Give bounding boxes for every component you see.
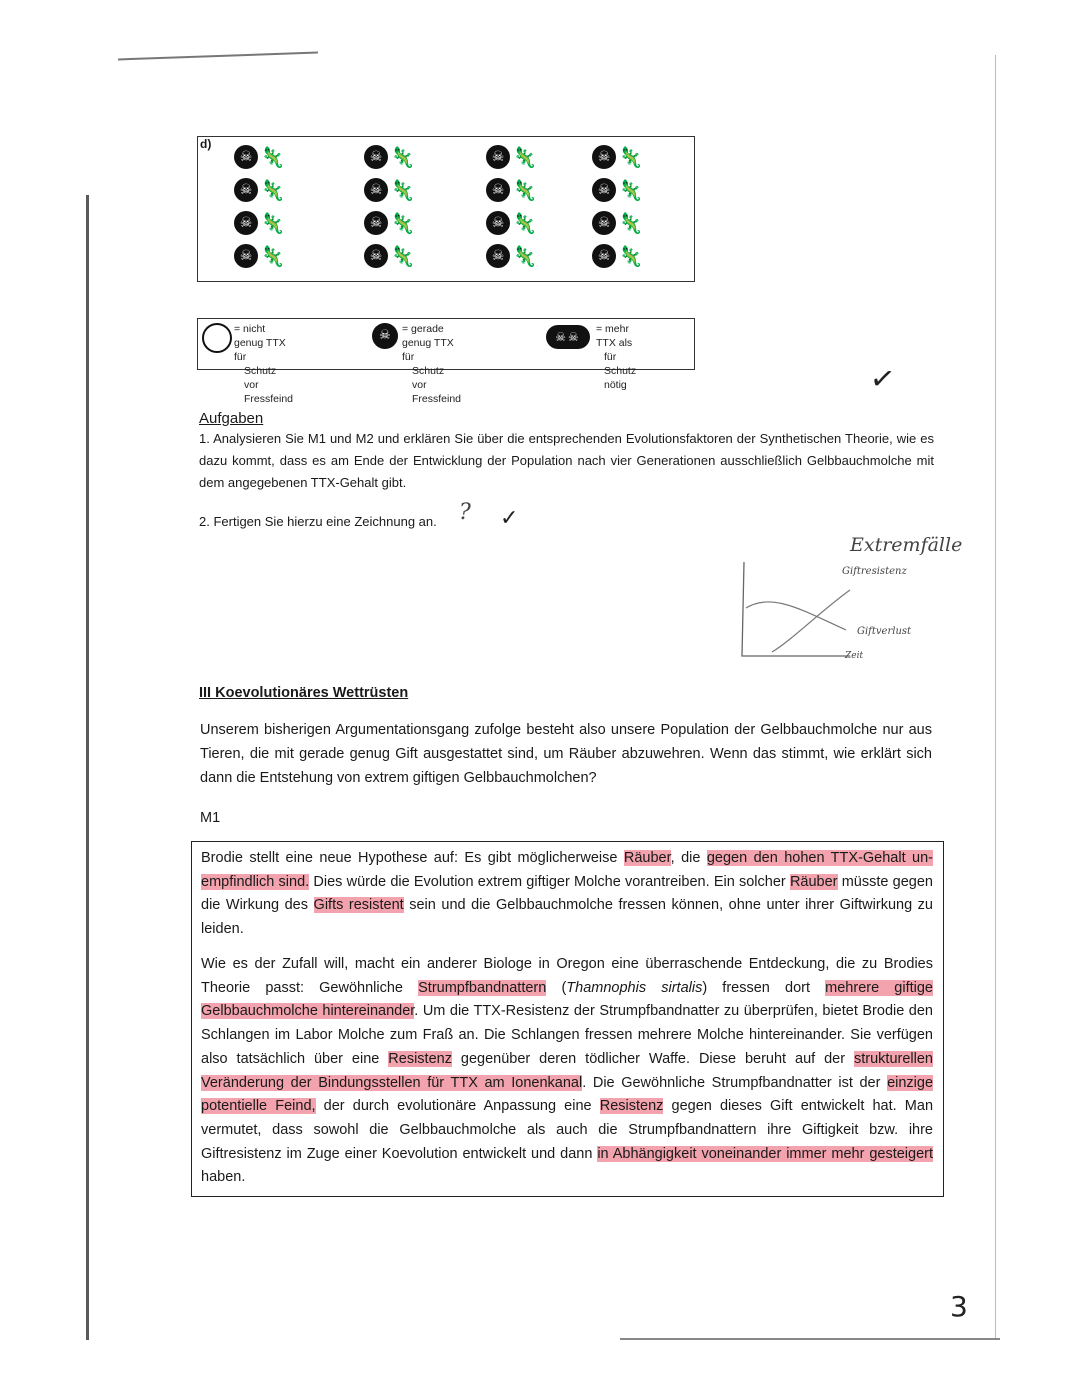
skull-icon: ☠ — [364, 244, 388, 268]
section-intro: Unserem bisherigen Argumentationsgang zufolge besteht also unsere Population der Gelbbauchmolche nur aus Tieren, die mit gerade genug Gift ausgestattet sind, um Räuber abzuwehren. Wenn das stimmt, wie erklärt sich dann die Entstehung von extrem giftigen Gelbbauchmolchen? — [200, 722, 932, 786]
newt-with-skull — [364, 240, 474, 272]
text-run: gegenüber deren tödlicher Waffe. Diese beruht auf der — [451, 1050, 855, 1067]
newt-icon: 🦎 — [512, 178, 537, 202]
highlighted-phrase: Räuber — [623, 850, 671, 866]
figure-d-box — [197, 136, 695, 282]
section-heading: III Koevolutionäres Wettrüsten — [199, 685, 409, 701]
sketch-title: Extremfälle — [850, 534, 963, 556]
newt-with-skull — [486, 174, 596, 206]
empty-circle-icon — [202, 323, 232, 353]
sketch-line-label: Giftverlust — [857, 626, 912, 637]
highlighted-phrase: einzige potentielle Feind, — [201, 1074, 934, 1115]
text-run: haben. — [201, 1169, 246, 1186]
skull-icon: ☠ — [364, 145, 388, 169]
newt-icon: 🦎 — [390, 178, 415, 202]
newt-icon: 🦎 — [618, 211, 643, 235]
skull-icon: ☠ — [234, 211, 258, 235]
task-1: 1. Analysieren Sie M1 und M2 und erklären Sie über die entsprechenden Evolutionsfaktoren der Synthetischen Theorie, wie es dazu kommt, dass es am Ende der Entwicklung der Population nach vier Generationen ausschließlich Gelbbauchmolche mit dem angegebenen TTX-Gehalt gibt. — [199, 431, 934, 490]
legend-3-line1: = mehr TTX als — [596, 323, 633, 349]
paper-edge-top — [118, 52, 318, 61]
newt-icon: 🦎 — [618, 145, 643, 169]
legend-1-line2: Schutz vor Fressfeind — [244, 365, 294, 405]
sketch-graph — [732, 560, 852, 664]
m1-textbox — [191, 841, 944, 1197]
highlighted-phrase: Strumpfbandnattern — [418, 979, 547, 996]
question-mark-annotation: ? — [459, 500, 471, 525]
text-run: . Um die TTX-Resistenz der Strumpfbandnatter zu überprüfen, bietet Brodie den Schlangen im Labor Molche zum Fraß an. Die Schlangen fressen mehrere Molche hintereinander. Sie verfügen also tatsächlich über eine — [201, 1003, 933, 1067]
legend-box — [197, 318, 695, 405]
newt-with-skull — [234, 174, 344, 206]
newt-icon: 🦎 — [618, 178, 643, 202]
skull-icon: ☠ — [592, 145, 616, 169]
skull-icon: ☠ — [486, 145, 510, 169]
newt-icon: 🦎 — [512, 145, 537, 169]
skull-circle-icon: ☠ — [372, 323, 398, 349]
check-mark-2-icon: ✓ — [500, 506, 519, 531]
text-run: ( — [546, 979, 567, 996]
sketch-ylabel: Giftresistenz — [842, 566, 907, 577]
text-run: Thamnophis sirtalis — [566, 979, 703, 996]
newt-icon: 🦎 — [260, 244, 285, 268]
text-run: der durch evolutionäre Anpassung eine — [315, 1098, 600, 1115]
skull-icon: ☠ — [486, 178, 510, 202]
legend-2-line1: = gerade genug TTX für — [402, 323, 454, 363]
highlighted-phrase: Resistenz — [388, 1050, 452, 1067]
newt-icon: 🦎 — [390, 211, 415, 235]
highlighted-phrase: gegen den hohen TTX-Gehalt un-empfindlich sind. — [201, 850, 933, 890]
newt-icon: 🦎 — [390, 145, 415, 169]
legend-3-line2: für Schutz nötig — [604, 351, 637, 391]
m1-paragraph-1 — [201, 847, 933, 942]
newt-icon: 🦎 — [260, 145, 285, 169]
page-number: 3 — [950, 1290, 968, 1323]
legend-2-line2: Schutz vor Fressfeind — [412, 365, 462, 405]
newt-with-skull — [592, 207, 702, 239]
text-run: , die — [670, 850, 707, 866]
paper-edge-left — [86, 195, 89, 1340]
newt-with-skull — [234, 240, 344, 272]
double-skull-icon: ☠☠ — [546, 325, 590, 349]
sketch-xlabel: Zeit — [845, 651, 864, 661]
highlighted-phrase: Resistenz — [599, 1098, 664, 1115]
highlighted-phrase: Räuber — [789, 873, 838, 890]
newt-with-skull — [364, 141, 474, 173]
figure-d-label: d) — [200, 137, 212, 151]
newt-with-skull — [364, 207, 474, 239]
legend-1-line1: = nicht genug TTX für — [234, 323, 286, 363]
highlighted-phrase: Gifts resistent — [313, 897, 404, 914]
newt-with-skull — [592, 240, 702, 272]
text-run: Wie es der Zufall will, macht ein anderer Biologe in Oregon eine überraschende Entdeckung, die zu Brodies Theorie passt: Gewöhnliche — [201, 956, 933, 996]
skull-icon: ☠ — [592, 211, 616, 235]
skull-icon: ☠ — [364, 211, 388, 235]
check-mark-icon: ✓ — [867, 360, 898, 399]
skull-icon: ☠ — [234, 145, 258, 169]
skull-icon: ☠ — [234, 178, 258, 202]
skull-icon: ☠ — [486, 211, 510, 235]
skull-icon: ☠ — [592, 178, 616, 202]
newt-with-skull — [486, 240, 596, 272]
newt-icon: 🦎 — [260, 178, 285, 202]
skull-icon: ☠ — [486, 244, 510, 268]
newt-with-skull — [364, 174, 474, 206]
m1-label: M1 — [200, 810, 221, 826]
skull-icon: ☠ — [364, 178, 388, 202]
text-run: müsste gegen die Wirkung des — [201, 873, 933, 914]
highlighted-phrase: in Abhängigkeit voneinander immer mehr gesteigert — [597, 1145, 933, 1162]
text-run: Dies würde die Evolution extrem giftiger Molche vorantreiben. Ein solcher — [309, 873, 790, 890]
newt-with-skull — [234, 141, 344, 173]
text-run: Brodie stellt eine neue Hypothese auf: Es gibt möglicherweise — [201, 850, 624, 866]
highlighted-phrase: mehrere giftige Gelbbauchmolche hintereinander — [201, 979, 933, 1020]
aufgaben-heading: Aufgaben — [199, 410, 264, 427]
newt-population-grid — [234, 141, 694, 277]
text-run: gegen dieses Gift entwickelt hat. Man vermutet, dass sowohl die Gelbbauchmolche als auch die Strumpfbandnattern ihre Giftigkeit bzw. ihre Giftresistenz im Zuge einer Koevolution entwickelt und dann — [201, 1098, 934, 1162]
paper-edge-bottom — [620, 1338, 1000, 1340]
newt-icon: 🦎 — [512, 211, 537, 235]
skull-icon: ☠ — [592, 244, 616, 268]
newt-icon: 🦎 — [260, 211, 285, 235]
newt-with-skull — [592, 141, 702, 173]
highlighted-phrase: strukturellen Veränderung der Bindungsstellen für TTX am Ionenkanal — [201, 1050, 933, 1091]
skull-icon: ☠ — [234, 244, 258, 268]
text-run: ) fressen dort — [702, 979, 826, 996]
newt-with-skull — [486, 141, 596, 173]
newt-with-skull — [234, 207, 344, 239]
m1-paragraph-2 — [201, 953, 933, 1190]
newt-icon: 🦎 — [390, 244, 415, 268]
newt-icon: 🦎 — [618, 244, 643, 268]
task-2: 2. Fertigen Sie hierzu eine Zeichnung an. — [199, 514, 437, 529]
paper-edge-right — [995, 55, 996, 1340]
newt-with-skull — [486, 207, 596, 239]
text-run: sein und die Gelbbauchmolche fressen können, ohne unter ihrer Giftwirkung zu leiden. — [201, 897, 933, 938]
text-run: . Die Gewöhnliche Strumpfbandnatter ist der — [582, 1074, 888, 1091]
newt-with-skull — [592, 174, 702, 206]
newt-icon: 🦎 — [512, 244, 537, 268]
